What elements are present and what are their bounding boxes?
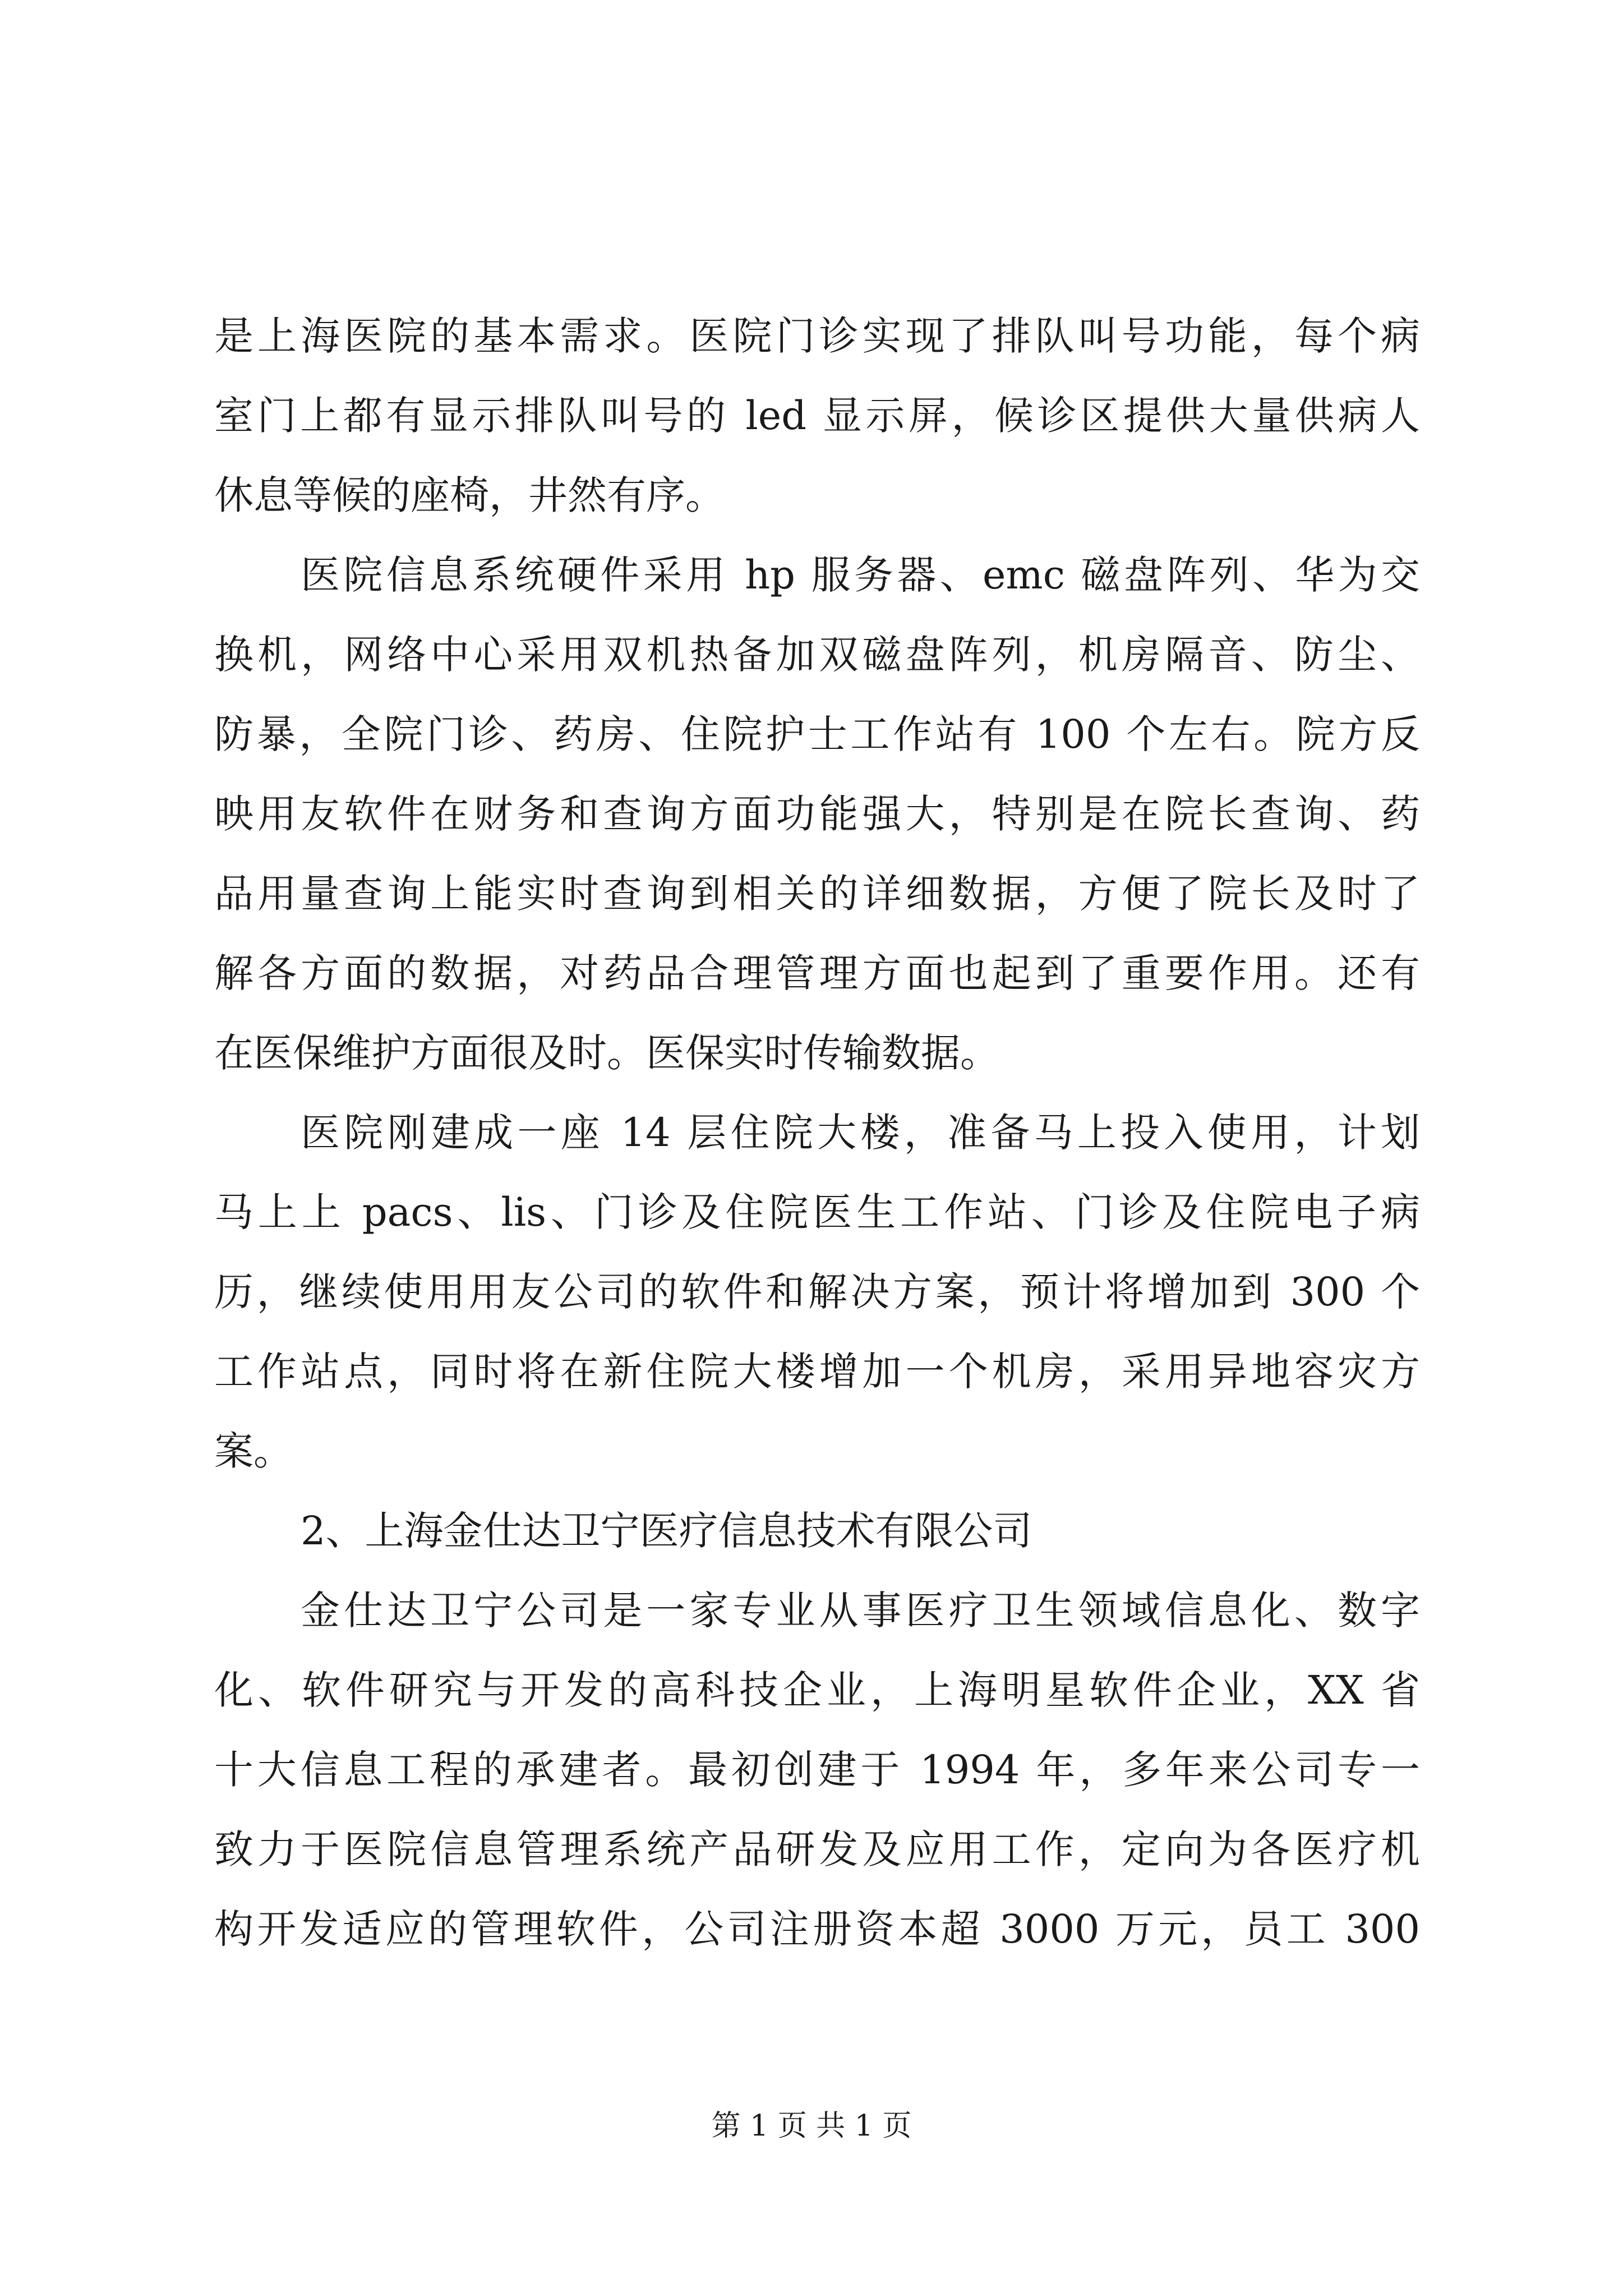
text-line: 是上海医院的基本需求。医院门诊实现了排队叫号功能，每个病 xyxy=(214,313,1420,359)
text-line: 品用量查询上能实时查询到相关的详细数据，方便了院长及时了 xyxy=(214,871,1420,917)
text-line: 化、软件研究与开发的高科技企业，上海明星软件企业，XX 省 xyxy=(214,1667,1420,1713)
text-line: 休息等候的座椅，井然有序。 xyxy=(214,472,725,518)
text-line: 十大信息工程的承建者。最初创建于 1994 年，多年来公司专一 xyxy=(214,1747,1420,1793)
text-line: 室门上都有显示排队叫号的 led 显示屏，候诊区提供大量供病人 xyxy=(214,393,1420,439)
text-line: 致力于医院信息管理系统产品研发及应用工作，定向为各医疗机 xyxy=(214,1826,1420,1872)
text-line: 历，继续使用用友公司的软件和解决方案，预计将增加到 300 个 xyxy=(214,1269,1420,1315)
text-line: 马上上 pacs、lis、门诊及住院医生工作站、门诊及住院电子病 xyxy=(214,1189,1420,1235)
text-line: 医院刚建成一座 14 层住院大楼，准备马上投入使用，计划 xyxy=(301,1110,1420,1156)
text-line: 2、上海金仕达卫宁医疗信息技术有限公司 xyxy=(301,1508,1032,1554)
text-line: 映用友软件在财务和查询方面功能强大，特别是在院长查询、药 xyxy=(214,791,1420,837)
text-line: 构开发适应的管理软件，公司注册资本超 3000 万元，员工 300 xyxy=(214,1906,1420,1952)
text-line: 工作站点，同时将在新住院大楼增加一个机房，采用异地容灾方 xyxy=(214,1349,1420,1395)
text-line: 在医保维护方面很及时。医保实时传输数据。 xyxy=(214,1030,999,1076)
text-line: 换机，网络中心采用双机热备加双磁盘阵列，机房隔音、防尘、 xyxy=(214,632,1420,678)
text-line: 医院信息系统硬件采用 hp 服务器、emc 磁盘阵列、华为交 xyxy=(301,552,1420,598)
text-line: 金仕达卫宁公司是一家专业从事医疗卫生领域信息化、数字 xyxy=(301,1588,1420,1634)
text-line: 解各方面的数据，对药品合理管理方面也起到了重要作用。还有 xyxy=(214,950,1420,996)
page-footer: 第 1 页 共 1 页 xyxy=(711,2109,912,2143)
text-line: 案。 xyxy=(214,1428,293,1474)
document-body xyxy=(214,296,1420,1969)
text-line: 防暴，全院门诊、药房、住院护士工作站有 100 个左右。院方反 xyxy=(214,711,1420,757)
